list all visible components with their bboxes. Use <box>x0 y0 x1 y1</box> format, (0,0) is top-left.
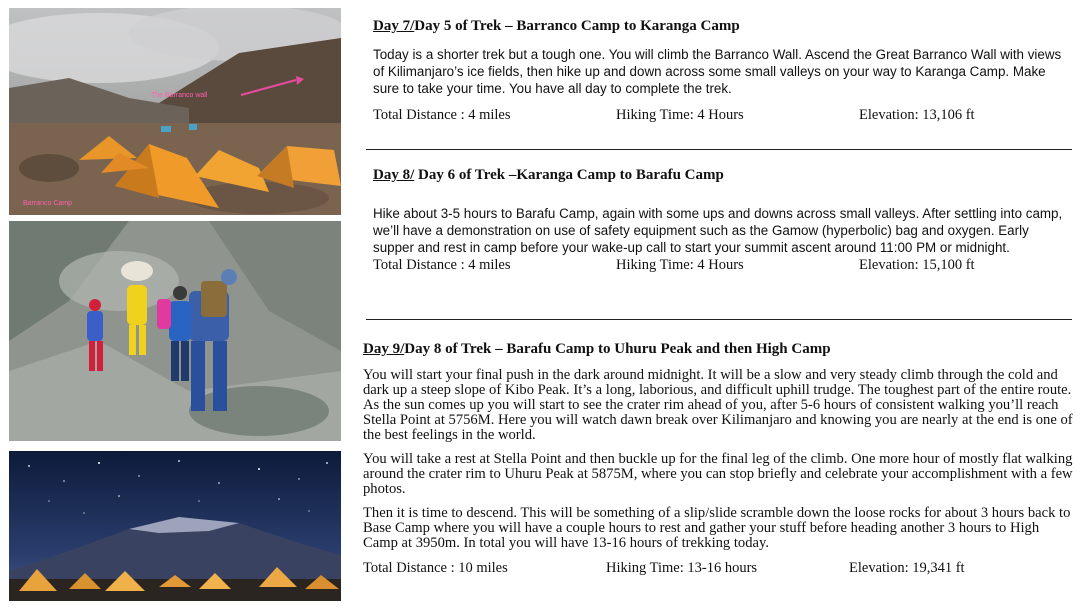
day7-elevation: Elevation: 13,106 ft <box>859 107 975 123</box>
barranco-camp-label: Barranco Camp <box>23 200 73 207</box>
day7-title: Day 7/Day 5 of Trek – Barranco Camp to Karanga Camp <box>373 18 740 34</box>
barranco-wall-label: The Barranco wall <box>151 92 208 99</box>
day8-distance: Total Distance : 4 miles <box>373 257 511 273</box>
day9-section <box>363 340 1073 578</box>
day9-title: Day 9/Day 8 of Trek – Barafu Camp to Uhuru Peak and then High Camp <box>363 341 831 357</box>
day9-hiking-time: Hiking Time: 13-16 hours <box>606 560 758 576</box>
divider <box>366 149 1072 150</box>
day8-stats <box>373 257 1073 275</box>
day9-paragraph-3: Then it is time to descend. This will be something of a slip/slide scramble down the loose rocks for about 3 hours back to Base Camp where you will have a couple hours to rest and gather your stuff before heading another 3 hours to High Camp at 3950m. In total you will have 13-16 hours of trekking today. <box>363 505 1071 551</box>
day9-distance: Total Distance : 10 miles <box>363 560 508 576</box>
day8-body: Hike about 3-5 hours to Barafu Camp, again with some ups and downs across small valleys. After settling into camp, we’ll have a demonstration on use of safety equipment such as the Gamow (hyperbolic) bag and oxygen. Early supper and rest in camp before your wake-up call to start your summit ascent around 11:00 PM or midnight. <box>373 206 1063 255</box>
day9-paragraph-1: You will start your final push in the dark around midnight. It will be a slow and very steady climb through the cold and dark up a steep slope of Kibo Peak. It’s a long, laborious, and difficult uphill trudge. The toughest part of the entire route. As the sun comes up you will start to see the crater rim ahead of you, after 5-6 hours of consistent walking you’ll reach Stella Point at 5756M. Here you will watch dawn break over Kilimanjaro and knowing you are nearly at the end is one of the best feelings in the world. <box>363 367 1073 443</box>
barranco-camp-photo <box>9 8 341 215</box>
day8-elevation: Elevation: 15,100 ft <box>859 257 975 273</box>
day9-elevation: Elevation: 19,341 ft <box>849 560 965 576</box>
day7-body: Today is a shorter trek but a tough one. You will climb the Barranco Wall. Ascend the Great Barranco Wall with views of Kilimanjaro’s ice fields, then hike up and down across some small valleys on your way to Karanga Camp. Make sure to take your time. You have all day to complete the trek. <box>373 47 1062 96</box>
day9-paragraph-2: You will take a rest at Stella Point and then buckle up for the final leg of the climb. One more hour of mostly flat walking around the crater rim to Uhuru Peak at 5875M, where you can stop briefly and celebrate your accomplishment with a few photos. <box>363 451 1073 497</box>
day7-section <box>373 17 1073 125</box>
day9-stats <box>363 560 1073 578</box>
day8-section <box>373 166 1073 275</box>
day7-distance: Total Distance : 4 miles <box>373 107 511 123</box>
night-sky-camp-photo <box>9 451 341 601</box>
day7-hiking-time: Hiking Time: 4 Hours <box>616 107 744 123</box>
day7-stats <box>373 107 1073 125</box>
divider <box>366 319 1072 320</box>
day8-hiking-time: Hiking Time: 4 Hours <box>616 257 744 273</box>
day8-title: Day 8/ Day 6 of Trek –Karanga Camp to Barafu Camp <box>373 167 724 183</box>
climbers-on-rock-photo <box>9 221 341 441</box>
